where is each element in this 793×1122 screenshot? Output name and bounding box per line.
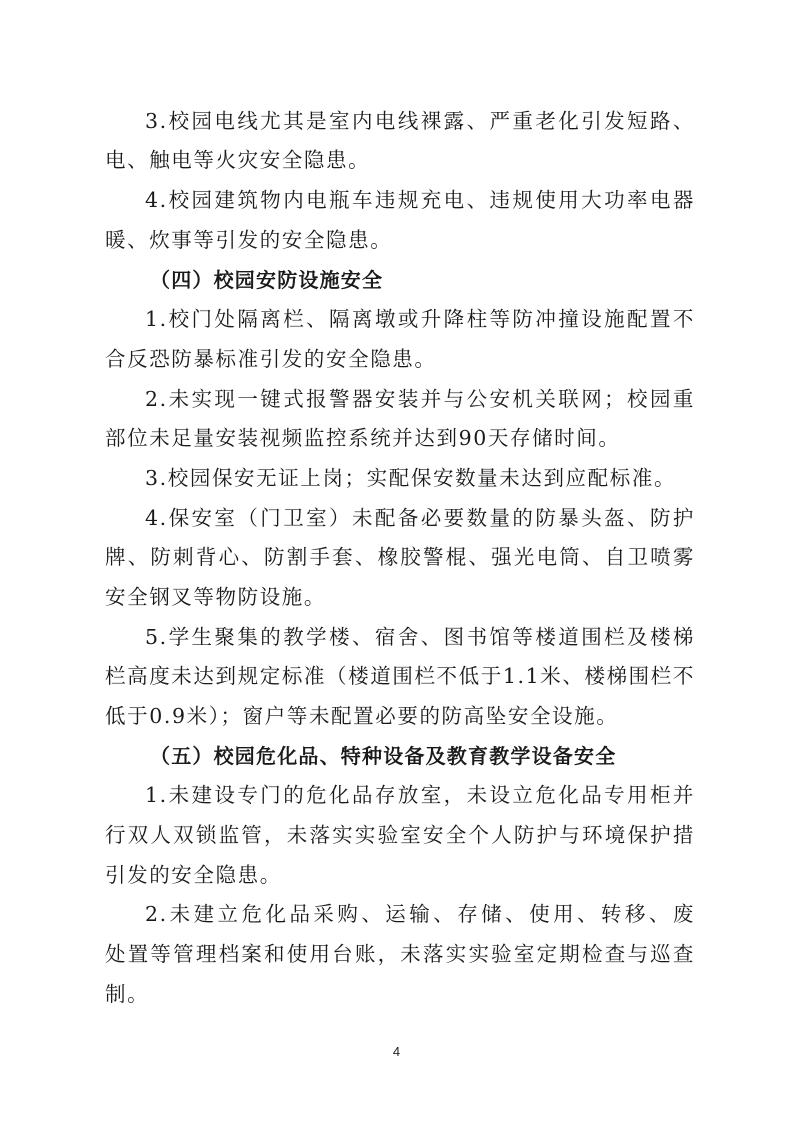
paragraph-line: 5.学生聚集的教学楼、宿舍、图书馆等楼道围栏及楼梯: [145, 625, 695, 649]
paragraph-line: 2.未实现一键式报警器安装并与公安机关联网；校园重: [145, 387, 695, 411]
paragraph-line: 栏高度未达到规定标准（楼道围栏不低于1.1米、楼梯围栏不: [105, 664, 695, 688]
paragraph-line: 行双人双锁监管，未落实实验室安全个人防护与环境保护措: [105, 823, 695, 847]
page-number: 4: [392, 1044, 401, 1059]
paragraph-line: 牌、防刺背心、防割手套、橡胶警棍、强光电筒、自卫喷雾: [105, 545, 695, 569]
paragraph-line: 处置等管理档案和使用台账，未落实实验室定期检查与巡查: [105, 942, 695, 966]
section-heading: （五）校园危化品、特种设备及教育教学设备安全: [150, 744, 617, 768]
paragraph-line: 4.保安室（门卫室）未配备必要数量的防暴头盔、防护: [145, 506, 695, 530]
paragraph-line: 暖、炊事等引发的安全隐患。: [105, 228, 393, 252]
paragraph-line: 3.校园电线尤其是室内电线裸露、严重老化引发短路、: [145, 109, 695, 133]
paragraph-line: 电、触电等火灾安全隐患。: [105, 148, 371, 172]
paragraph-line: 低于0.9米）；窗户等未配置必要的防高坠安全设施。: [105, 704, 619, 728]
paragraph-line: 引发的安全隐患。: [105, 863, 282, 887]
paragraph-line: 1.校门处隔离栏、隔离墩或升降柱等防冲撞设施配置不: [145, 307, 695, 331]
section-heading: （四）校园安防设施安全: [150, 268, 384, 292]
paragraph-line: 安全钢叉等物防设施。: [105, 585, 326, 609]
paragraph-line: 合反恐防暴标准引发的安全隐患。: [105, 347, 437, 371]
paragraph-line: 制。: [105, 982, 150, 1006]
paragraph-line: 2.未建立危化品采购、运输、存储、使用、转移、废: [145, 902, 695, 926]
paragraph-line: 1.未建设专门的危化品存放室，未设立危化品专用柜并: [145, 783, 695, 807]
paragraph-line: 4.校园建筑物内电瓶车违规充电、违规使用大功率电器: [145, 188, 695, 212]
paragraph-line: 3.校园保安无证上岗；实配保安数量未达到应配标准。: [145, 466, 677, 490]
paragraph-line: 部位未足量安装视频监控系统并达到90天存储时间。: [105, 426, 621, 450]
